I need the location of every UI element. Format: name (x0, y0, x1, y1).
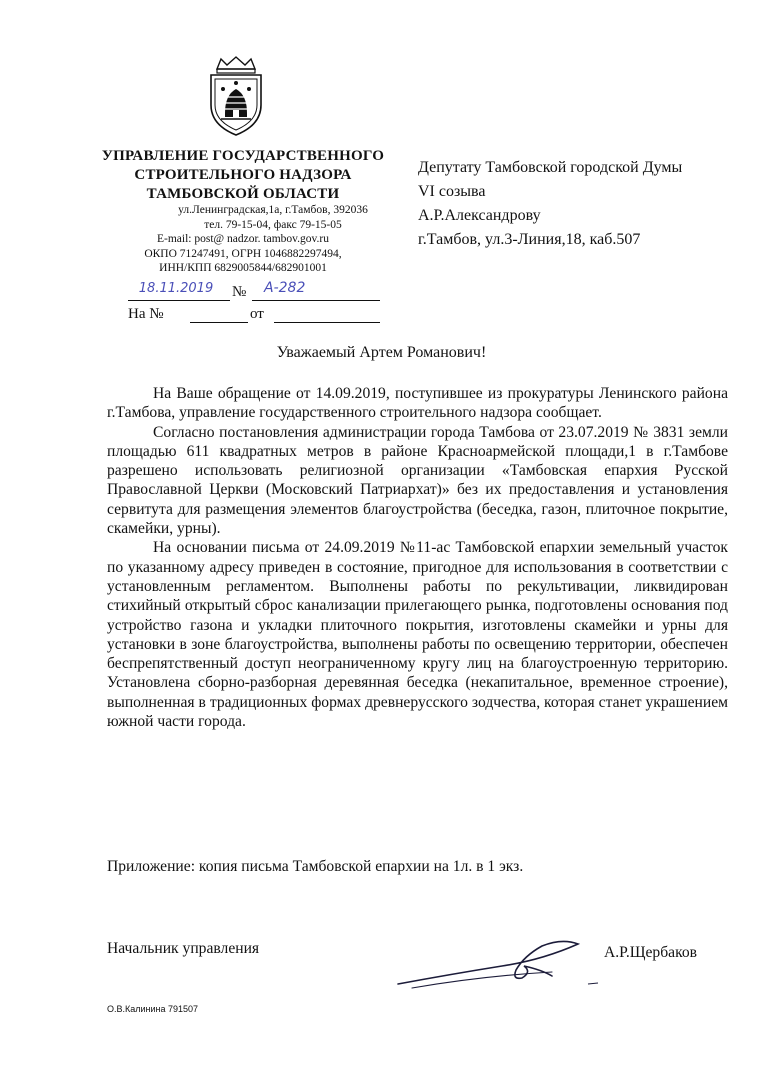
coat-of-arms-icon (203, 55, 269, 137)
contact-line: ОКПО 71247491, ОГРН 1046882297494, (144, 247, 342, 260)
body-paragraph: На основании письма от 24.09.2019 №11-ас Тамбовской епархии земельный участок по указанному адресу приведен в состояние, пригодное для использования в соответствии с установленным регламентом. Выполнены работы по рекультивации, ликвидирован стихийный открытый сброс канализации прилегающего рынка, подготовлены основания под устройство газона и укладки плиточного покрытия, изготовлены скамейки и урны для установки в зоне благоустройства, выполнены работы по освещению территории, обеспечен беспрепятственный доступ неограниченному кругу лиц на благоустроенную территорию. Установлена сборно-разборная деревянная беседка (некапитальное, временное строение), выполненная в традиционных формах древнерусского зодчества, которая станет украшением южной части города. (107, 539, 728, 731)
signer-position: Начальник управления (107, 940, 260, 957)
reply-from-label: от (250, 306, 264, 322)
addressee-block (418, 156, 748, 252)
handwritten-number: А-282 (264, 280, 306, 296)
addressee-line: г.Тамбов, ул.3-Линия,18, каб.507 (418, 231, 641, 248)
contact-line: ул.Ленинградская,1а, г.Тамбов, 392036 (178, 204, 368, 216)
reply-reference (128, 306, 388, 324)
organization-name-line: СТРОИТЕЛЬНОГО НАДЗОРА (134, 167, 352, 183)
contact-line: E-mail: post@ nadzor. tambov.gov.ru (157, 233, 329, 245)
signer-name: А.Р.Щербаков (604, 944, 698, 961)
number-underline (252, 300, 380, 301)
organization-contacts (80, 203, 406, 276)
addressee-line: А.Р.Александрову (418, 207, 541, 224)
body-paragraph: На Ваше обращение от 14.09.2019, поступившее из прокуратуры Ленинского района г.Тамбова, управление государственного строительного надзора сообщает. (107, 385, 728, 422)
number-label: № (232, 284, 247, 300)
contact-line: тел. 79-15-04, факс 79-15-05 (204, 218, 342, 231)
organization-name (80, 147, 406, 204)
outgoing-registration (128, 280, 388, 302)
signature-icon (392, 926, 602, 996)
reply-to-label: На № (128, 306, 164, 322)
handwritten-date: 18.11.2019 (138, 281, 214, 296)
addressee-line: VI созыва (418, 183, 486, 200)
organization-name-line: УПРАВЛЕНИЕ ГОСУДАРСТВЕННОГО (101, 148, 385, 164)
organization-name-line: ТАМБОВСКОЙ ОБЛАСТИ (146, 186, 340, 202)
letter-body (107, 384, 728, 731)
reply-date-underline (274, 322, 380, 323)
reply-number-underline (190, 322, 248, 323)
salutation: Уважаемый Артем Романович! (276, 344, 487, 361)
date-underline (128, 300, 230, 301)
addressee-line: Депутату Тамбовской городской Думы (418, 159, 683, 176)
contact-line: ИНН/КПП 6829005844/682901001 (159, 262, 327, 274)
executor-note: О.В.Калинина 791507 (107, 1004, 199, 1014)
appendix-note: Приложение: копия письма Тамбовской епархии на 1л. в 1 экз. (107, 858, 524, 875)
body-paragraph: Согласно постановления администрации города Тамбова от 23.07.2019 № 3831 земли площадью 611 квадратных метров в районе Красноармейской площади,1 в г.Тамбове разрешено использовать религиозной организации «Тамбовская епархия Русской Православной Церкви (Московский Патриархат)» без их предоставления и установления сервитута для размещения элементов благоустройства (беседка, газон, плиточное покрытие, скамейки, урны). (107, 423, 728, 538)
